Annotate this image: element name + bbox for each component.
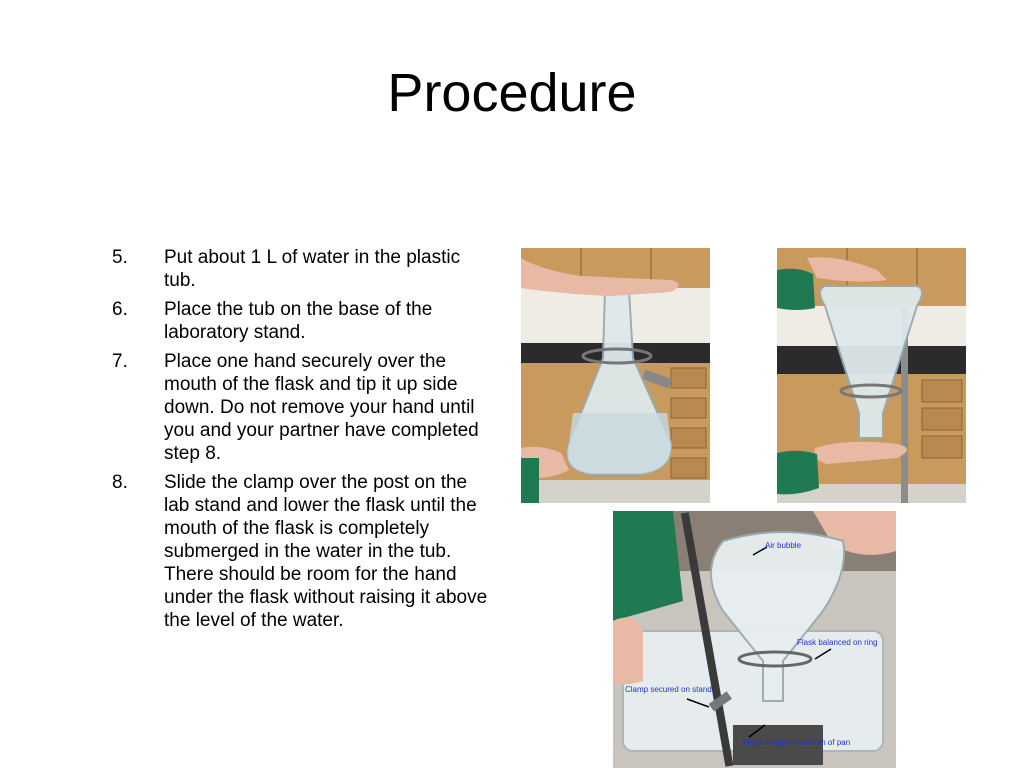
step-text: Place one hand securely over the mouth of the flask and tip it up side down. Do not remove your hand until you and your partner have completed step 8. [164, 351, 479, 464]
annotation-flask-almost: Flask almost on bottom of pan [743, 738, 851, 747]
step-number: 8. [112, 472, 128, 493]
slide-title: Procedure [387, 63, 637, 123]
step-item [112, 350, 492, 465]
procedure-steps [112, 246, 492, 638]
step-item [112, 246, 492, 292]
step-item [112, 298, 492, 344]
annotation-clamp-secured: Clamp secured on stand [625, 685, 712, 694]
step-text: Slide the clamp over the post on the lab stand and lower the flask until the mouth of the flask is completely submerged in the water in the tub. There should be room for the hand under the flask without raising it above the level of the water. [164, 472, 488, 631]
step-number: 7. [112, 351, 128, 372]
step-item [112, 471, 492, 632]
photo-inverted-flask [777, 248, 966, 503]
step-number: 6. [112, 299, 128, 320]
photo-hand-over-flask [521, 248, 710, 503]
step-text: Put about 1 L of water in the plastic tub. [164, 247, 461, 291]
photo-flask-in-tub [613, 511, 896, 768]
annotation-air-bubble: Air bubble [765, 541, 802, 550]
step-text: Place the tub on the base of the laboratory stand. [164, 299, 433, 343]
annotation-flask-balanced: Flask balanced on ring [797, 638, 878, 647]
step-number: 5. [112, 247, 128, 268]
